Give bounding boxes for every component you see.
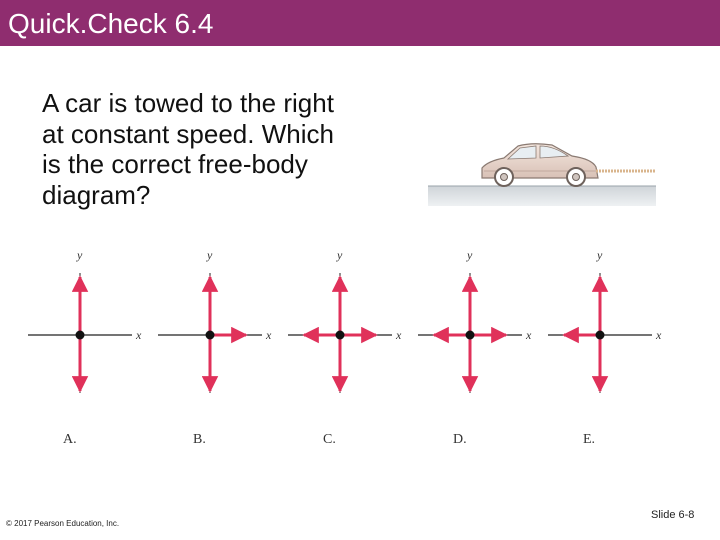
x-axis-label: x <box>266 328 272 342</box>
x-axis-label: x <box>656 328 662 342</box>
diagram-option-5 <box>548 248 662 447</box>
free-body-diagram-options <box>0 240 720 460</box>
y-axis-label: y <box>77 248 83 262</box>
title-bar <box>0 0 720 46</box>
option-letter: C. <box>323 432 336 447</box>
slide-title: Quick.Check 6.4 <box>8 8 214 39</box>
y-axis-label: y <box>467 248 473 262</box>
slide-number: Slide 6-8 <box>651 509 695 521</box>
particle-dot <box>206 331 215 340</box>
x-axis-label: x <box>396 328 402 342</box>
y-axis-label: y <box>337 248 343 262</box>
car-icon <box>482 144 598 186</box>
diagram-option-3 <box>288 248 402 447</box>
question-line-2: at constant speed. Which <box>42 118 334 149</box>
x-axis-label: x <box>136 328 142 342</box>
ground-surface <box>428 186 656 206</box>
x-axis-label: x <box>526 328 532 342</box>
diagram-option-1 <box>28 248 142 447</box>
particle-dot <box>596 331 605 340</box>
particle-dot <box>336 331 345 340</box>
particle-dot <box>76 331 85 340</box>
question-text <box>42 88 382 210</box>
question-line-3: is the correct free-body <box>42 149 308 179</box>
option-letter: D. <box>453 432 467 447</box>
towed-car-figure <box>426 134 658 210</box>
option-letter: A. <box>63 432 77 447</box>
y-axis-label: y <box>597 248 603 262</box>
question-line-1: A car is towed to the right <box>42 88 334 118</box>
diagram-option-2 <box>158 248 272 447</box>
particle-dot <box>466 331 475 340</box>
option-letter: E. <box>583 432 596 447</box>
y-axis-label: y <box>207 248 213 262</box>
option-letter: B. <box>193 432 206 447</box>
question-line-4: diagram? <box>42 179 151 210</box>
copyright-notice: © 2017 Pearson Education, Inc. <box>6 519 120 528</box>
diagram-option-4 <box>418 248 532 447</box>
